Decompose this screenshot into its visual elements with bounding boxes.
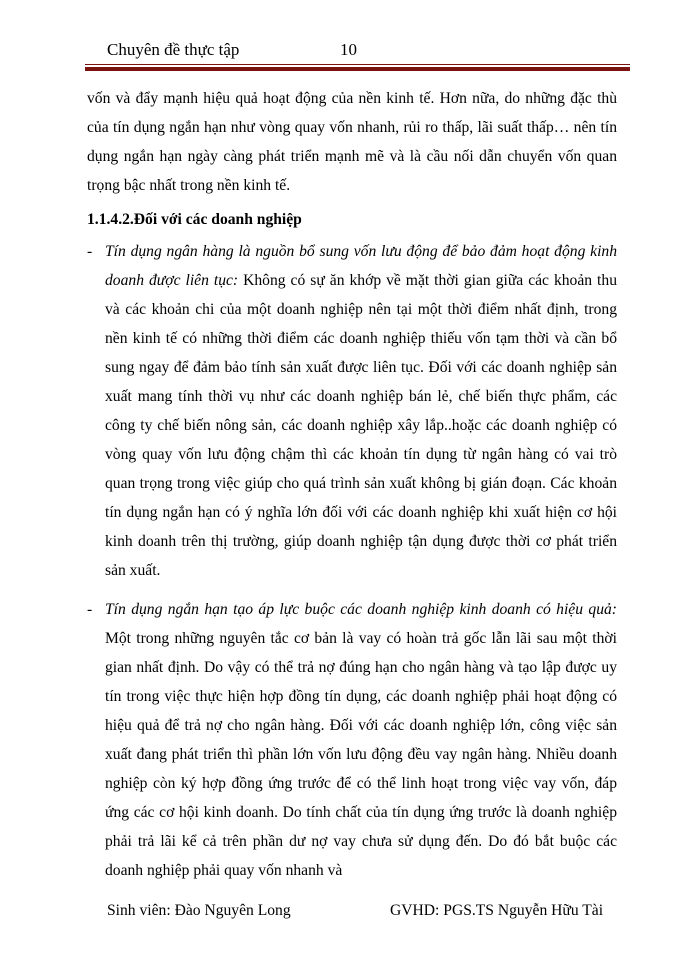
- footer-advisor: GVHD: PGS.TS Nguyễn Hữu Tài: [390, 902, 604, 919]
- bullet-paragraph: [105, 237, 617, 585]
- document-title: Chuyên đề thực tập: [107, 40, 240, 59]
- bullet-text: Một trong những nguyên tắc cơ bản là vay có hoàn trả gốc lẫn lãi sau một thời gian nhất định. Do vậy có thể trả nợ đúng hạn cho ngân hàng và tạo lập được uy tín trong việc thực hiện hợp đồng tín dụng, các doanh nghiệp phải hoạt động có hiệu quả để trả nợ cho ngân hàng. Đối với các doanh nghiệp lớn, công việc sản xuất đang phát triển thì phần lớn vốn lưu động đều vay ngân hàng. Nhiều doanh nghiệp còn ký hợp đồng ứng trước để có thể linh hoạt trong việc vay vốn, đáp ứng các cơ hội kinh doanh. Do tính chất của tín dụng ứng trước là doanh nghiệp phải trả lãi kể cả trên phần dư nợ vay chưa sử dụng đến. Do đó bắt buộc các doanh nghiệp phải quay vốn nhanh và: [105, 630, 617, 879]
- bullet-dash: -: [87, 601, 93, 618]
- intro-paragraph: vốn và đẩy mạnh hiệu quả hoạt động của nền kinh tế. Hơn nữa, do những đặc thù của tín dụng ngắn hạn như vòng quay vốn nhanh, rủi ro thấp, lãi suất thấp… nên tín dụng ngắn hạn ngày càng phát triển mạnh mẽ và là cầu nối dẫn chuyển vốn quan trọng bậc nhất trong nền kinh tế.: [87, 90, 617, 194]
- list-item: [87, 595, 617, 885]
- list-item: [87, 237, 617, 585]
- section-heading: 1.1.4.2.Đối với các doanh nghiệp: [87, 211, 302, 228]
- bullet-paragraph: [105, 595, 617, 885]
- page-body: [87, 84, 617, 885]
- bullet-dash: -: [87, 243, 93, 260]
- footer-student: Sinh viên: Đào Nguyên Long: [107, 902, 291, 919]
- header-rule-thin: [85, 64, 630, 65]
- bullet-lead: Tín dụng ngắn hạn tạo áp lực buộc các doanh nghiệp kinh doanh có hiệu quả:: [105, 601, 617, 618]
- page-number: 10: [340, 40, 357, 59]
- header-rule-thick: [85, 67, 630, 71]
- bullet-text: Không có sự ăn khớp về mặt thời gian giữa các khoản thu và các khoản chi của một doanh nghiệp nên tại một thời điểm nhất định, trong nền kinh tế có những thời điểm các doanh nghiệp thiếu vốn tạm thời và cần bổ sung ngay để đảm bảo tính sản xuất được liên tục. Đối với các doanh nghiệp sản xuất mang tính thời vụ như các doanh nghiệp bán lẻ, chế biến thực phẩm, các công ty chế biến nông sản, các doanh nghiệp xây lắp..hoặc các doanh nghiệp có vòng quay vốn lưu động chậm thì các khoản tín dụng từ ngân hàng có vai trò quan trọng trong việc giúp cho quá trình sản xuất không bị gián đoạn. Các khoản tín dụng ngắn hạn có ý nghĩa lớn đối với các doanh nghiệp khi xuất hiện cơ hội kinh doanh trên thị trường, giúp doanh nghiệp tận dụng được thời cơ phát triển sản xuất.: [105, 272, 617, 579]
- bullet-lead: Tín dụng ngân hàng là nguồn bổ sung vốn lưu động để bảo đảm hoạt động kinh doanh được liên tục:: [105, 243, 617, 289]
